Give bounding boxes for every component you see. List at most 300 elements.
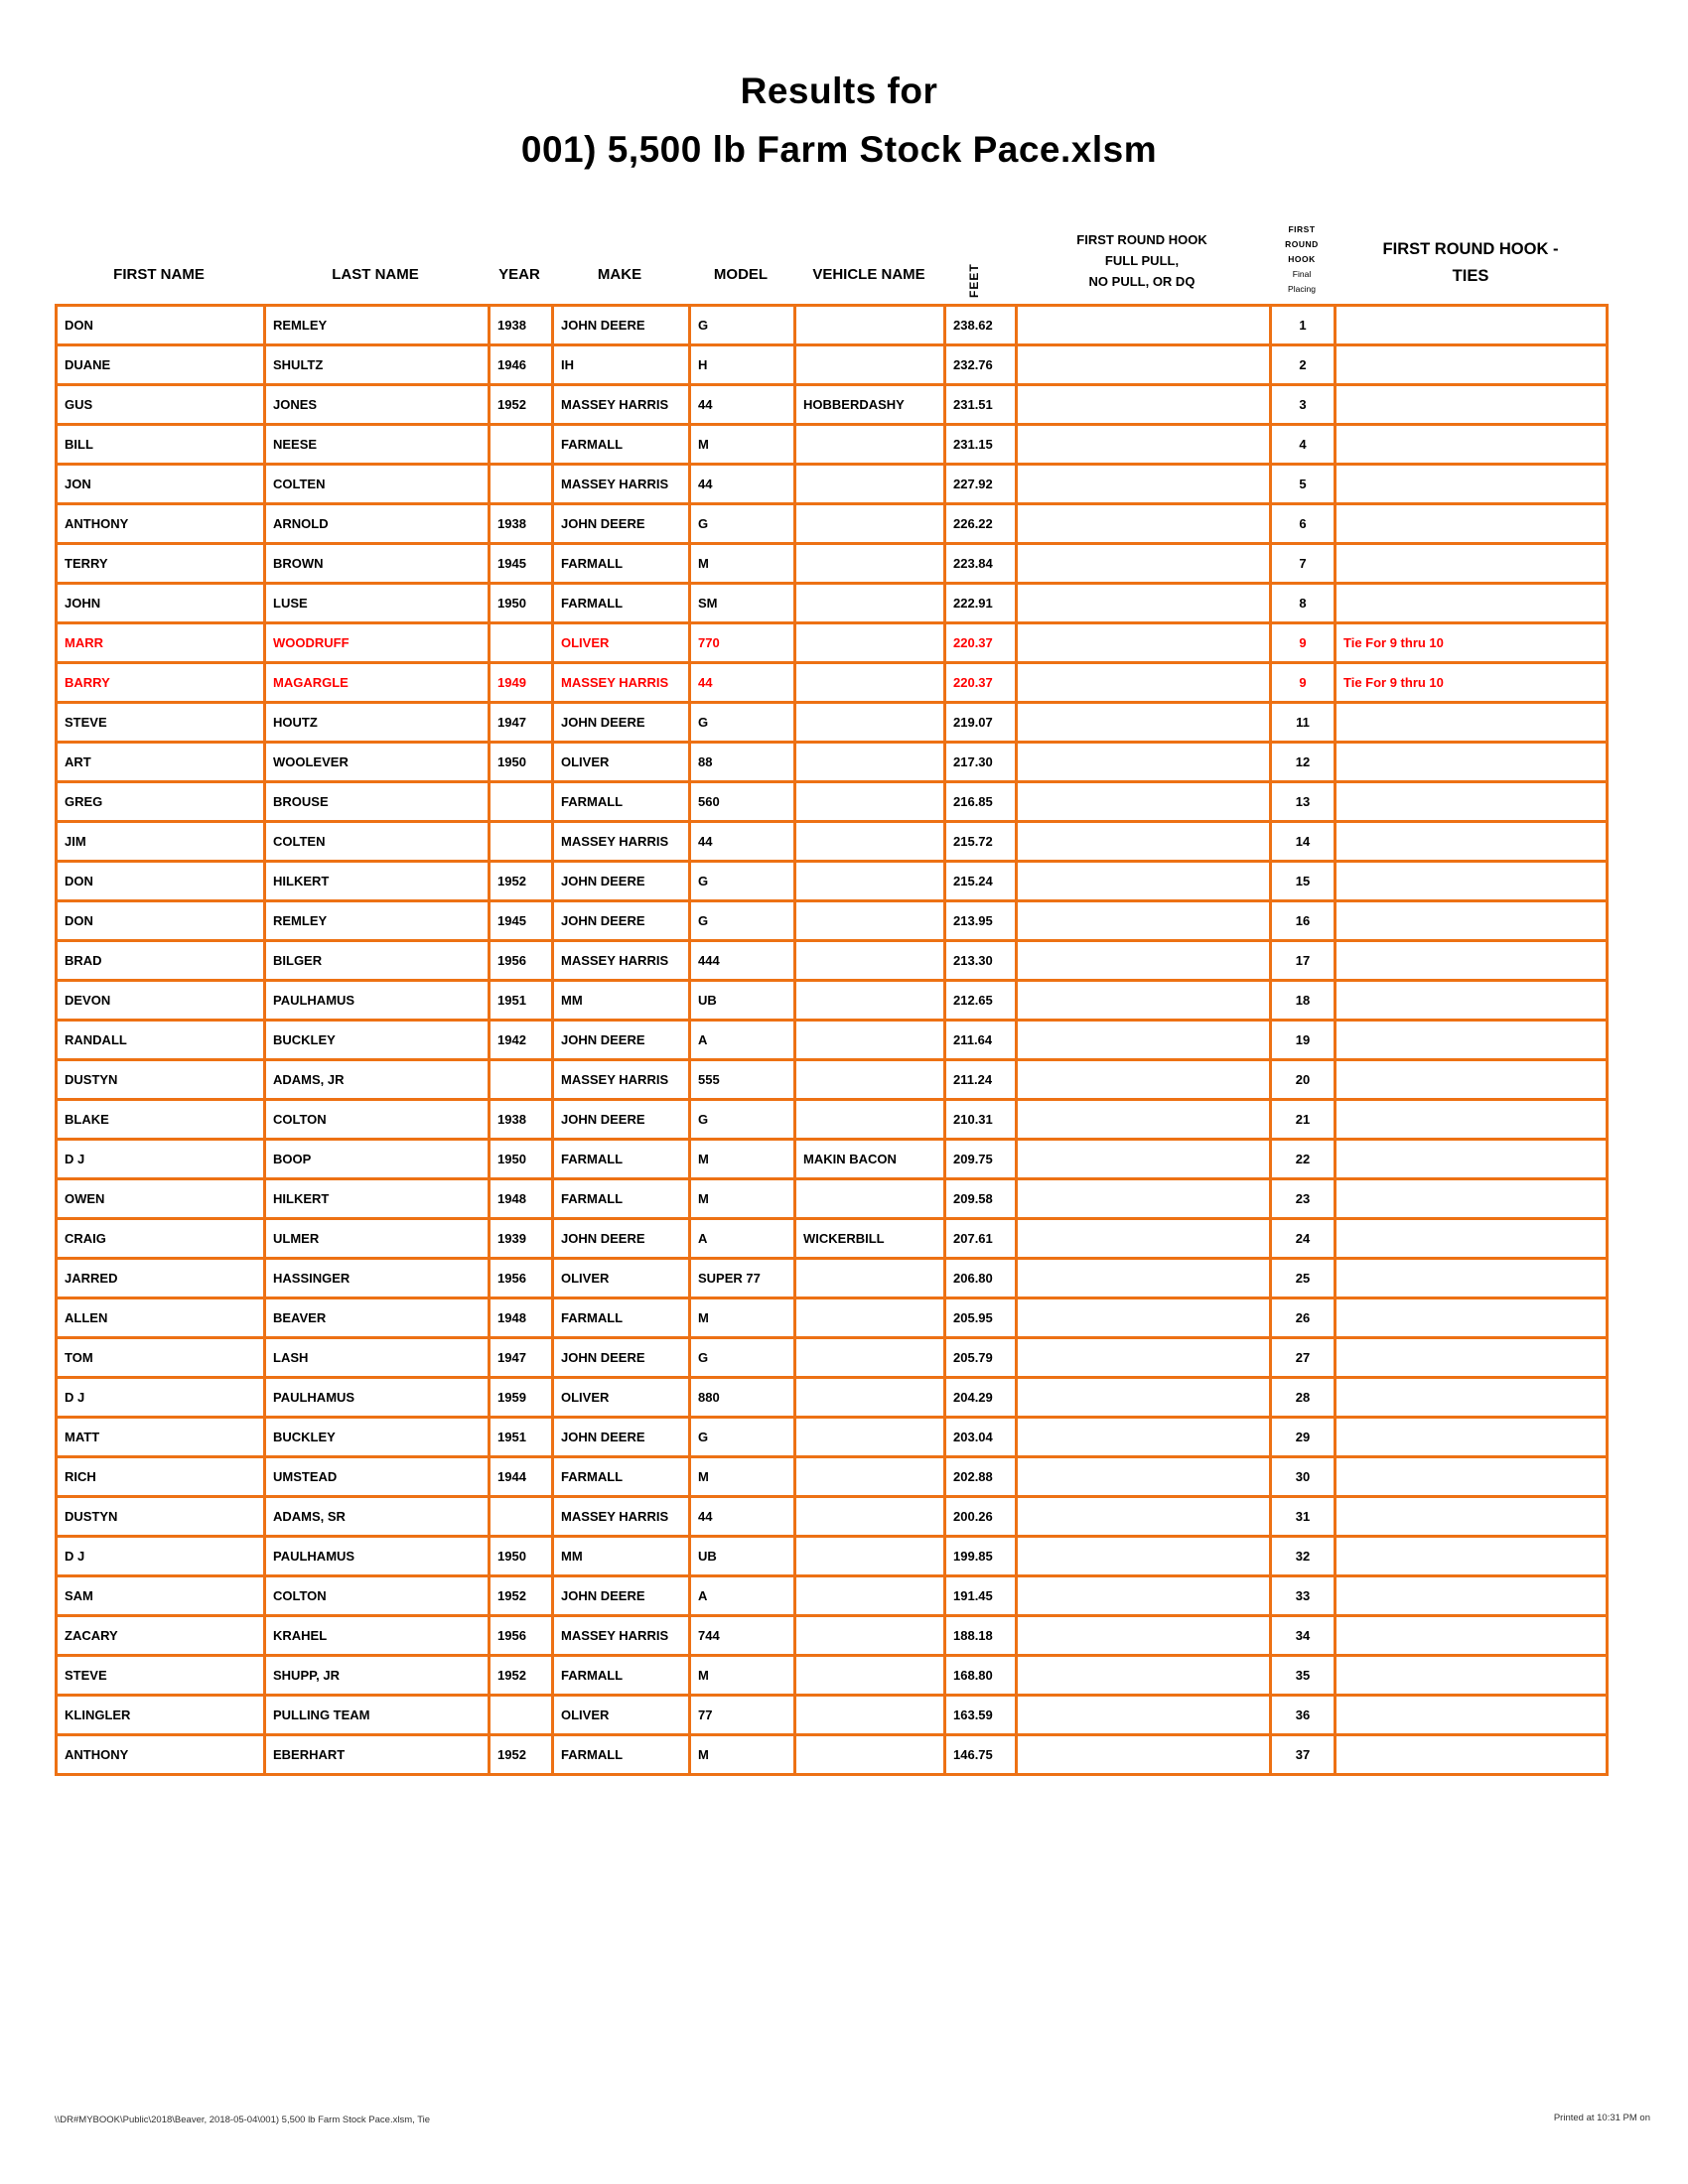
table-row: [57, 1735, 1608, 1775]
col-header-first-name: FIRST NAME: [113, 266, 205, 283]
cell-make: MASSEY HARRIS: [553, 385, 690, 425]
cell-first-name: JIM: [57, 822, 265, 862]
cell-year: 1947: [490, 703, 553, 743]
table-row: [57, 425, 1608, 465]
cell-placing: 35: [1271, 1656, 1336, 1696]
cell-make: OLIVER: [553, 1259, 690, 1298]
cell-feet: 227.92: [945, 465, 1017, 504]
cell-model: 77: [690, 1696, 795, 1735]
cell-full-pull: [1017, 1179, 1271, 1219]
cell-vehicle-name: [795, 1576, 945, 1616]
cell-first-name: ART: [57, 743, 265, 782]
cell-placing: 9: [1271, 623, 1336, 663]
cell-last-name: PAULHAMUS: [265, 1378, 490, 1418]
cell-first-name: DON: [57, 862, 265, 901]
cell-first-name: BILL: [57, 425, 265, 465]
cell-placing: 21: [1271, 1100, 1336, 1140]
cell-full-pull: [1017, 743, 1271, 782]
cell-year: [490, 1060, 553, 1100]
cell-model: 744: [690, 1616, 795, 1656]
cell-vehicle-name: [795, 1735, 945, 1775]
cell-placing: 24: [1271, 1219, 1336, 1259]
cell-first-name: STEVE: [57, 1656, 265, 1696]
cell-year: 1947: [490, 1338, 553, 1378]
cell-feet: 146.75: [945, 1735, 1017, 1775]
cell-placing: 16: [1271, 901, 1336, 941]
table-row: [57, 703, 1608, 743]
cell-year: 1952: [490, 862, 553, 901]
cell-model: 44: [690, 822, 795, 862]
cell-ties: [1336, 1616, 1608, 1656]
cell-full-pull: [1017, 385, 1271, 425]
placing-header-line-4: Final: [1292, 269, 1312, 279]
cell-model: M: [690, 425, 795, 465]
cell-full-pull: [1017, 703, 1271, 743]
cell-full-pull: [1017, 1696, 1271, 1735]
cell-make: FARMALL: [553, 1298, 690, 1338]
cell-year: 1959: [490, 1378, 553, 1418]
cell-model: 880: [690, 1378, 795, 1418]
cell-first-name: ANTHONY: [57, 504, 265, 544]
cell-full-pull: [1017, 345, 1271, 385]
cell-full-pull: [1017, 1735, 1271, 1775]
page-title: [0, 62, 1678, 179]
cell-last-name: HOUTZ: [265, 703, 490, 743]
cell-first-name: DUSTYN: [57, 1497, 265, 1537]
cell-ties: [1336, 385, 1608, 425]
col-header-last-name: LAST NAME: [332, 266, 419, 283]
cell-first-name: BRAD: [57, 941, 265, 981]
cell-full-pull: [1017, 1021, 1271, 1060]
col-header-final-placing: [1263, 222, 1340, 297]
cell-first-name: DON: [57, 901, 265, 941]
cell-vehicle-name: [795, 901, 945, 941]
footer-printed-note: Printed at 10:31 PM on: [1553, 2113, 1650, 2123]
cell-make: JOHN DEERE: [553, 1219, 690, 1259]
cell-model: G: [690, 901, 795, 941]
cell-model: 44: [690, 385, 795, 425]
cell-model: G: [690, 862, 795, 901]
cell-full-pull: [1017, 1576, 1271, 1616]
cell-make: JOHN DEERE: [553, 862, 690, 901]
col-header-ties: [1336, 236, 1606, 290]
cell-year: 1950: [490, 1140, 553, 1179]
table-row: [57, 584, 1608, 623]
cell-ties: [1336, 1060, 1608, 1100]
cell-placing: 8: [1271, 584, 1336, 623]
cell-full-pull: [1017, 1656, 1271, 1696]
cell-model: M: [690, 1457, 795, 1497]
cell-feet: 203.04: [945, 1418, 1017, 1457]
cell-vehicle-name: [795, 663, 945, 703]
table-row: [57, 1259, 1608, 1298]
cell-make: MASSEY HARRIS: [553, 465, 690, 504]
cell-feet: 226.22: [945, 504, 1017, 544]
cell-vehicle-name: [795, 1497, 945, 1537]
cell-model: G: [690, 703, 795, 743]
cell-placing: 11: [1271, 703, 1336, 743]
cell-placing: 5: [1271, 465, 1336, 504]
cell-model: M: [690, 1140, 795, 1179]
cell-full-pull: [1017, 941, 1271, 981]
cell-vehicle-name: [795, 1656, 945, 1696]
table-row: [57, 941, 1608, 981]
cell-first-name: STEVE: [57, 703, 265, 743]
cell-year: 1951: [490, 981, 553, 1021]
cell-first-name: JOHN: [57, 584, 265, 623]
cell-first-name: MARR: [57, 623, 265, 663]
cell-last-name: LASH: [265, 1338, 490, 1378]
cell-feet: 209.58: [945, 1179, 1017, 1219]
cell-full-pull: [1017, 981, 1271, 1021]
cell-year: 1950: [490, 584, 553, 623]
cell-ties: [1336, 425, 1608, 465]
cell-make: OLIVER: [553, 1696, 690, 1735]
cell-first-name: BLAKE: [57, 1100, 265, 1140]
table-row: [57, 385, 1608, 425]
cell-feet: 220.37: [945, 623, 1017, 663]
cell-feet: 213.30: [945, 941, 1017, 981]
cell-year: [490, 623, 553, 663]
cell-last-name: WOODRUFF: [265, 623, 490, 663]
cell-last-name: BILGER: [265, 941, 490, 981]
cell-feet: 216.85: [945, 782, 1017, 822]
cell-last-name: REMLEY: [265, 901, 490, 941]
placing-header-line-5: Placing: [1288, 284, 1316, 294]
cell-model: 555: [690, 1060, 795, 1100]
cell-ties: [1336, 1140, 1608, 1179]
cell-vehicle-name: [795, 1418, 945, 1457]
cell-first-name: MATT: [57, 1418, 265, 1457]
cell-full-pull: [1017, 1338, 1271, 1378]
cell-year: 1938: [490, 1100, 553, 1140]
cell-vehicle-name: [795, 1338, 945, 1378]
cell-feet: 163.59: [945, 1696, 1017, 1735]
cell-last-name: HASSINGER: [265, 1259, 490, 1298]
table-row: [57, 1497, 1608, 1537]
cell-feet: 215.72: [945, 822, 1017, 862]
cell-feet: 238.62: [945, 306, 1017, 345]
cell-first-name: GUS: [57, 385, 265, 425]
cell-ties: [1336, 1696, 1608, 1735]
cell-ties: [1336, 782, 1608, 822]
cell-vehicle-name: WICKERBILL: [795, 1219, 945, 1259]
cell-placing: 15: [1271, 862, 1336, 901]
cell-last-name: COLTON: [265, 1576, 490, 1616]
cell-vehicle-name: [795, 981, 945, 1021]
cell-feet: 219.07: [945, 703, 1017, 743]
cell-first-name: RANDALL: [57, 1021, 265, 1060]
cell-model: H: [690, 345, 795, 385]
cell-feet: 202.88: [945, 1457, 1017, 1497]
cell-first-name: D J: [57, 1140, 265, 1179]
cell-ties: [1336, 504, 1608, 544]
col-header-model: MODEL: [713, 266, 769, 283]
cell-ties: [1336, 544, 1608, 584]
cell-model: UB: [690, 981, 795, 1021]
cell-model: 44: [690, 663, 795, 703]
cell-model: SM: [690, 584, 795, 623]
cell-placing: 26: [1271, 1298, 1336, 1338]
cell-feet: 205.79: [945, 1338, 1017, 1378]
cell-model: G: [690, 306, 795, 345]
cell-placing: 19: [1271, 1021, 1336, 1060]
cell-first-name: BARRY: [57, 663, 265, 703]
cell-full-pull: [1017, 901, 1271, 941]
cell-make: MASSEY HARRIS: [553, 663, 690, 703]
cell-feet: 210.31: [945, 1100, 1017, 1140]
cell-year: 1946: [490, 345, 553, 385]
cell-year: 1948: [490, 1298, 553, 1338]
cell-first-name: DEVON: [57, 981, 265, 1021]
placing-header-line-1: FIRST: [1288, 224, 1316, 234]
cell-feet: 207.61: [945, 1219, 1017, 1259]
table-row: [57, 1616, 1608, 1656]
cell-make: MASSEY HARRIS: [553, 1497, 690, 1537]
cell-make: FARMALL: [553, 584, 690, 623]
cell-make: OLIVER: [553, 743, 690, 782]
table-row: [57, 465, 1608, 504]
cell-placing: 2: [1271, 345, 1336, 385]
cell-placing: 37: [1271, 1735, 1336, 1775]
cell-placing: 28: [1271, 1378, 1336, 1418]
cell-feet: 191.45: [945, 1576, 1017, 1616]
cell-model: G: [690, 1100, 795, 1140]
placing-header-line-2: ROUND: [1285, 239, 1319, 249]
cell-model: G: [690, 1418, 795, 1457]
table-row: [57, 1537, 1608, 1576]
table-row: [57, 504, 1608, 544]
cell-ties: [1336, 1021, 1608, 1060]
cell-model: A: [690, 1219, 795, 1259]
cell-placing: 18: [1271, 981, 1336, 1021]
cell-make: FARMALL: [553, 1140, 690, 1179]
cell-model: G: [690, 504, 795, 544]
cell-first-name: JON: [57, 465, 265, 504]
cell-placing: 20: [1271, 1060, 1336, 1100]
cell-first-name: DUANE: [57, 345, 265, 385]
cell-year: [490, 1696, 553, 1735]
cell-ties: [1336, 1576, 1608, 1616]
cell-model: 444: [690, 941, 795, 981]
cell-placing: 12: [1271, 743, 1336, 782]
table-row: [57, 1378, 1608, 1418]
cell-last-name: BROWN: [265, 544, 490, 584]
table-row: [57, 345, 1608, 385]
col-header-year: YEAR: [498, 266, 540, 283]
cell-feet: 199.85: [945, 1537, 1017, 1576]
cell-first-name: GREG: [57, 782, 265, 822]
cell-full-pull: [1017, 584, 1271, 623]
cell-model: UB: [690, 1537, 795, 1576]
cell-make: MASSEY HARRIS: [553, 1060, 690, 1100]
cell-vehicle-name: [795, 743, 945, 782]
cell-make: FARMALL: [553, 1656, 690, 1696]
cell-feet: 209.75: [945, 1140, 1017, 1179]
cell-make: FARMALL: [553, 1735, 690, 1775]
cell-model: G: [690, 1338, 795, 1378]
cell-model: M: [690, 1298, 795, 1338]
cell-last-name: SHUPP, JR: [265, 1656, 490, 1696]
cell-first-name: OWEN: [57, 1179, 265, 1219]
cell-ties: [1336, 345, 1608, 385]
table-row: [57, 1457, 1608, 1497]
cell-model: M: [690, 1179, 795, 1219]
cell-vehicle-name: [795, 1298, 945, 1338]
cell-year: 1952: [490, 1656, 553, 1696]
cell-last-name: REMLEY: [265, 306, 490, 345]
table-row: [57, 1140, 1608, 1179]
cell-full-pull: [1017, 1259, 1271, 1298]
cell-full-pull: [1017, 822, 1271, 862]
table-row: [57, 1418, 1608, 1457]
table-row: [57, 623, 1608, 663]
cell-model: M: [690, 544, 795, 584]
cell-year: 1952: [490, 1735, 553, 1775]
cell-placing: 7: [1271, 544, 1336, 584]
results-table: [55, 304, 1609, 1776]
cell-vehicle-name: [795, 425, 945, 465]
cell-vehicle-name: [795, 584, 945, 623]
table-row: [57, 544, 1608, 584]
cell-last-name: PAULHAMUS: [265, 1537, 490, 1576]
cell-make: MASSEY HARRIS: [553, 1616, 690, 1656]
cell-make: JOHN DEERE: [553, 1021, 690, 1060]
cell-last-name: ADAMS, JR: [265, 1060, 490, 1100]
cell-ties: Tie For 9 thru 10: [1336, 663, 1608, 703]
full-pull-header-line-2: FULL PULL,: [1104, 253, 1180, 268]
cell-full-pull: [1017, 425, 1271, 465]
cell-ties: [1336, 1259, 1608, 1298]
cell-first-name: DON: [57, 306, 265, 345]
cell-ties: [1336, 901, 1608, 941]
cell-vehicle-name: [795, 1100, 945, 1140]
cell-model: 770: [690, 623, 795, 663]
cell-ties: [1336, 1497, 1608, 1537]
cell-ties: [1336, 1100, 1608, 1140]
cell-year: 1944: [490, 1457, 553, 1497]
full-pull-header-line-1: FIRST ROUND HOOK: [1076, 232, 1207, 247]
cell-full-pull: [1017, 1418, 1271, 1457]
cell-ties: [1336, 1457, 1608, 1497]
cell-make: JOHN DEERE: [553, 1338, 690, 1378]
ties-header-line-2: TIES: [1452, 267, 1489, 285]
cell-full-pull: [1017, 465, 1271, 504]
cell-year: [490, 1497, 553, 1537]
table-row: [57, 306, 1608, 345]
cell-placing: 30: [1271, 1457, 1336, 1497]
cell-last-name: LUSE: [265, 584, 490, 623]
cell-last-name: ULMER: [265, 1219, 490, 1259]
cell-first-name: ALLEN: [57, 1298, 265, 1338]
cell-last-name: COLTON: [265, 1100, 490, 1140]
cell-year: 1945: [490, 544, 553, 584]
cell-feet: 220.37: [945, 663, 1017, 703]
title-line-1: Results for: [740, 70, 938, 111]
cell-vehicle-name: [795, 306, 945, 345]
cell-last-name: COLTEN: [265, 822, 490, 862]
cell-ties: [1336, 306, 1608, 345]
footer-file-path: \\DR#MYBOOK\Public\2018\Beaver, 2018-05-04\001) 5,500 lb Farm Stock Pace.xlsm, Tie: [55, 2115, 431, 2125]
placing-header-line-3: HOOK: [1288, 254, 1316, 264]
cell-feet: 168.80: [945, 1656, 1017, 1696]
cell-vehicle-name: [795, 1378, 945, 1418]
cell-make: FARMALL: [553, 1457, 690, 1497]
cell-vehicle-name: [795, 1179, 945, 1219]
table-row: [57, 782, 1608, 822]
cell-make: FARMALL: [553, 544, 690, 584]
cell-vehicle-name: [795, 941, 945, 981]
cell-last-name: JONES: [265, 385, 490, 425]
cell-vehicle-name: [795, 822, 945, 862]
cell-full-pull: [1017, 504, 1271, 544]
cell-feet: 217.30: [945, 743, 1017, 782]
cell-vehicle-name: [795, 345, 945, 385]
cell-placing: 3: [1271, 385, 1336, 425]
cell-feet: 212.65: [945, 981, 1017, 1021]
cell-year: [490, 822, 553, 862]
cell-placing: 4: [1271, 425, 1336, 465]
cell-first-name: TOM: [57, 1338, 265, 1378]
cell-year: 1948: [490, 1179, 553, 1219]
cell-placing: 23: [1271, 1179, 1336, 1219]
title-line-2: 001) 5,500 lb Farm Stock Pace.xlsm: [520, 129, 1158, 170]
cell-placing: 34: [1271, 1616, 1336, 1656]
cell-last-name: BROUSE: [265, 782, 490, 822]
cell-make: FARMALL: [553, 425, 690, 465]
cell-year: 1938: [490, 504, 553, 544]
cell-vehicle-name: HOBBERDASHY: [795, 385, 945, 425]
cell-full-pull: [1017, 1616, 1271, 1656]
table-row: [57, 822, 1608, 862]
cell-placing: 25: [1271, 1259, 1336, 1298]
cell-ties: [1336, 1219, 1608, 1259]
cell-placing: 22: [1271, 1140, 1336, 1179]
table-row: [57, 1338, 1608, 1378]
cell-ties: [1336, 1735, 1608, 1775]
cell-ties: [1336, 1378, 1608, 1418]
cell-ties: [1336, 1179, 1608, 1219]
table-row: [57, 981, 1608, 1021]
cell-ties: [1336, 1656, 1608, 1696]
cell-make: MM: [553, 981, 690, 1021]
cell-year: 1942: [490, 1021, 553, 1060]
cell-model: A: [690, 1021, 795, 1060]
cell-last-name: ARNOLD: [265, 504, 490, 544]
cell-last-name: WOOLEVER: [265, 743, 490, 782]
cell-vehicle-name: MAKIN BACON: [795, 1140, 945, 1179]
cell-model: SUPER 77: [690, 1259, 795, 1298]
cell-make: OLIVER: [553, 623, 690, 663]
cell-full-pull: [1017, 1100, 1271, 1140]
cell-year: 1950: [490, 1537, 553, 1576]
cell-full-pull: [1017, 1060, 1271, 1100]
table-row: [57, 1179, 1608, 1219]
cell-model: A: [690, 1576, 795, 1616]
cell-full-pull: [1017, 306, 1271, 345]
cell-last-name: SHULTZ: [265, 345, 490, 385]
cell-vehicle-name: [795, 1457, 945, 1497]
cell-vehicle-name: [795, 782, 945, 822]
table-row: [57, 1576, 1608, 1616]
cell-last-name: KRAHEL: [265, 1616, 490, 1656]
cell-last-name: BUCKLEY: [265, 1418, 490, 1457]
cell-first-name: D J: [57, 1537, 265, 1576]
cell-last-name: MAGARGLE: [265, 663, 490, 703]
cell-vehicle-name: [795, 504, 945, 544]
cell-first-name: DUSTYN: [57, 1060, 265, 1100]
cell-last-name: BOOP: [265, 1140, 490, 1179]
